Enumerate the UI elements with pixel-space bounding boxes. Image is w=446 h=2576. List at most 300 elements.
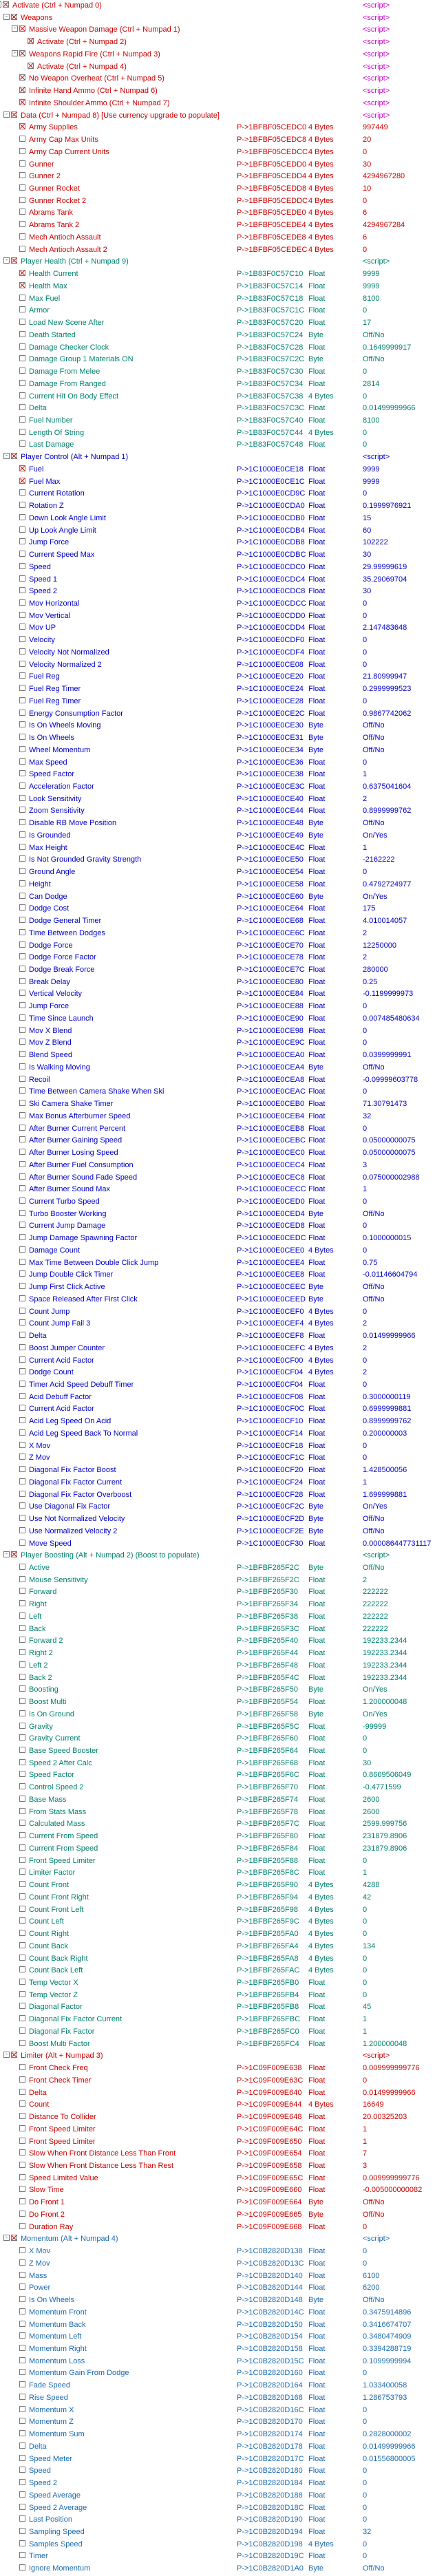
entry-value[interactable]: 0.3000000119 bbox=[363, 1392, 411, 1401]
checkbox-unchecked-icon[interactable] bbox=[19, 1417, 25, 1423]
entry-value[interactable]: Off/No bbox=[363, 2296, 385, 2305]
checkbox-unchecked-icon[interactable] bbox=[19, 1234, 25, 1240]
table-row[interactable] bbox=[0, 1575, 446, 1587]
table-row[interactable] bbox=[0, 1172, 446, 1184]
entry-value[interactable]: 0.6999999881 bbox=[363, 1405, 412, 1414]
table-row[interactable] bbox=[0, 1758, 446, 1770]
table-row[interactable] bbox=[0, 659, 446, 672]
table-row[interactable] bbox=[0, 891, 446, 904]
table-row[interactable] bbox=[0, 745, 446, 757]
table-row[interactable] bbox=[0, 1892, 446, 1904]
entry-value[interactable]: 9999 bbox=[363, 281, 380, 290]
checkbox-unchecked-icon[interactable] bbox=[19, 489, 25, 496]
entry-value[interactable]: 0 bbox=[363, 611, 368, 620]
checkbox-unchecked-icon[interactable] bbox=[19, 1027, 25, 1033]
table-row[interactable] bbox=[0, 2416, 446, 2429]
entry-value[interactable]: 222222 bbox=[363, 1612, 388, 1621]
entry-value[interactable]: 16649 bbox=[363, 2100, 384, 2109]
entry-value[interactable]: 0 bbox=[363, 696, 368, 705]
checkbox-unchecked-icon[interactable] bbox=[19, 1332, 25, 1338]
checkbox-unchecked-icon[interactable] bbox=[19, 1759, 25, 1765]
checkbox-unchecked-icon[interactable] bbox=[19, 306, 25, 312]
table-row[interactable] bbox=[0, 1416, 446, 1428]
table-row[interactable] bbox=[0, 794, 446, 806]
table-row[interactable] bbox=[0, 513, 446, 525]
checkbox-unchecked-icon[interactable] bbox=[19, 1747, 25, 1753]
table-row[interactable] bbox=[0, 977, 446, 989]
table-row[interactable] bbox=[0, 952, 446, 964]
checkbox-unchecked-icon[interactable] bbox=[19, 1661, 25, 1668]
checkbox-unchecked-icon[interactable] bbox=[19, 1454, 25, 1460]
entry-value[interactable]: 0 bbox=[363, 2405, 368, 2414]
table-row[interactable] bbox=[0, 525, 446, 537]
table-row[interactable] bbox=[0, 195, 446, 208]
group-row[interactable] bbox=[0, 12, 446, 25]
entry-value[interactable]: 0.200000003 bbox=[363, 1429, 407, 1438]
collapse-toggle-icon[interactable]: - bbox=[4, 110, 9, 118]
checkbox-checked-icon[interactable] bbox=[11, 14, 17, 20]
entry-value[interactable]: Off/No bbox=[363, 819, 385, 828]
checkbox-unchecked-icon[interactable] bbox=[19, 2015, 25, 2021]
entry-value[interactable]: 0 bbox=[363, 306, 368, 315]
entry-value[interactable]: 0 bbox=[363, 1734, 368, 1743]
table-row[interactable] bbox=[0, 1392, 446, 1404]
entry-value[interactable]: 0 bbox=[363, 1222, 368, 1231]
entry-value[interactable]: On/Yes bbox=[363, 831, 387, 840]
entry-value[interactable]: 2 bbox=[363, 1319, 368, 1328]
entry-value[interactable]: 222222 bbox=[363, 1588, 388, 1597]
checkbox-unchecked-icon[interactable] bbox=[19, 2332, 25, 2339]
entry-value[interactable]: <script> bbox=[363, 2052, 390, 2061]
table-row[interactable] bbox=[0, 2209, 446, 2222]
entry-value[interactable]: 30 bbox=[363, 587, 372, 596]
entry-value[interactable]: On/Yes bbox=[363, 892, 387, 901]
checkbox-unchecked-icon[interactable] bbox=[19, 2076, 25, 2083]
entry-value[interactable]: Off/No bbox=[363, 1063, 385, 1072]
checkbox-unchecked-icon[interactable] bbox=[19, 1966, 25, 1972]
entry-value[interactable]: 0 bbox=[363, 599, 368, 608]
table-row[interactable] bbox=[0, 1745, 446, 1758]
entry-value[interactable]: 1.286753793 bbox=[363, 2393, 407, 2402]
table-row[interactable] bbox=[0, 1965, 446, 1977]
checkbox-unchecked-icon[interactable] bbox=[19, 2467, 25, 2473]
checkbox-unchecked-icon[interactable] bbox=[19, 1698, 25, 1704]
checkbox-unchecked-icon[interactable] bbox=[19, 648, 25, 654]
checkbox-unchecked-icon[interactable] bbox=[19, 2564, 25, 2570]
checkbox-unchecked-icon[interactable] bbox=[19, 1881, 25, 1887]
entry-value[interactable]: 0.6375041604 bbox=[363, 783, 412, 791]
checkbox-unchecked-icon[interactable] bbox=[19, 819, 25, 825]
table-row[interactable] bbox=[0, 1160, 446, 1172]
entry-value[interactable]: 6 bbox=[363, 233, 368, 242]
table-row[interactable] bbox=[0, 2356, 446, 2368]
table-row[interactable] bbox=[0, 842, 446, 855]
checkbox-unchecked-icon[interactable] bbox=[19, 1356, 25, 1363]
table-row[interactable] bbox=[0, 427, 446, 440]
checkbox-unchecked-icon[interactable] bbox=[19, 1527, 25, 1533]
checkbox-unchecked-icon[interactable] bbox=[19, 2003, 25, 2009]
table-row[interactable] bbox=[0, 1123, 446, 1136]
table-row[interactable] bbox=[0, 1001, 446, 1013]
entry-value[interactable]: 0 bbox=[363, 1905, 368, 1914]
table-row[interactable] bbox=[0, 1733, 446, 1745]
table-row[interactable] bbox=[0, 1818, 446, 1831]
checkbox-unchecked-icon[interactable] bbox=[19, 380, 25, 386]
checkbox-unchecked-icon[interactable] bbox=[19, 2064, 25, 2070]
table-row[interactable] bbox=[0, 1452, 446, 1465]
table-row[interactable] bbox=[0, 598, 446, 610]
collapse-toggle-icon[interactable] bbox=[0, 1, 1, 8]
checkbox-unchecked-icon[interactable] bbox=[19, 1955, 25, 1961]
checkbox-unchecked-icon[interactable] bbox=[19, 2198, 25, 2204]
checkbox-unchecked-icon[interactable] bbox=[19, 136, 25, 142]
entry-value[interactable]: 1 bbox=[363, 2015, 368, 2024]
table-row[interactable] bbox=[0, 366, 446, 379]
entry-value[interactable]: <script> bbox=[363, 111, 390, 120]
checkbox-unchecked-icon[interactable] bbox=[19, 538, 25, 544]
entry-value[interactable]: 35.29069704 bbox=[363, 575, 407, 584]
table-row[interactable] bbox=[0, 122, 446, 134]
entry-value[interactable]: 0.01556800005 bbox=[363, 2454, 416, 2463]
table-row[interactable] bbox=[0, 2099, 446, 2111]
checkbox-unchecked-icon[interactable] bbox=[19, 1612, 25, 1619]
entry-value[interactable]: 0 bbox=[363, 392, 368, 401]
entry-value[interactable]: 1 bbox=[363, 2137, 368, 2146]
table-row[interactable] bbox=[0, 805, 446, 818]
entry-value[interactable]: 0 bbox=[363, 2259, 368, 2268]
group-row[interactable] bbox=[0, 24, 446, 36]
checkbox-unchecked-icon[interactable] bbox=[19, 2040, 25, 2046]
table-row[interactable] bbox=[0, 586, 446, 598]
table-row[interactable] bbox=[0, 1867, 446, 1880]
table-row[interactable] bbox=[0, 439, 446, 451]
entry-value[interactable]: 0 bbox=[363, 868, 368, 877]
entry-value[interactable]: 0 bbox=[363, 368, 368, 376]
entry-value[interactable]: 0 bbox=[363, 489, 368, 498]
table-row[interactable] bbox=[0, 1855, 446, 1868]
checkbox-unchecked-icon[interactable] bbox=[19, 2504, 25, 2510]
table-row[interactable] bbox=[0, 2246, 446, 2258]
entry-value[interactable]: 222222 bbox=[363, 1600, 388, 1609]
entry-value[interactable]: 2 bbox=[363, 794, 368, 803]
checkbox-unchecked-icon[interactable] bbox=[19, 2259, 25, 2266]
group-row[interactable] bbox=[0, 2233, 446, 2246]
table-row[interactable] bbox=[0, 1941, 446, 1953]
entry-value[interactable]: <script> bbox=[363, 2235, 390, 2244]
entry-value[interactable]: 0.009999999776 bbox=[363, 2064, 420, 2073]
entry-value[interactable]: 12250000 bbox=[363, 941, 396, 950]
checkbox-unchecked-icon[interactable] bbox=[19, 2138, 25, 2144]
checkbox-unchecked-icon[interactable] bbox=[19, 795, 25, 801]
table-row[interactable] bbox=[0, 537, 446, 549]
group-row[interactable] bbox=[0, 451, 446, 464]
checkbox-unchecked-icon[interactable] bbox=[19, 929, 25, 935]
checkbox-unchecked-icon[interactable] bbox=[19, 734, 25, 740]
checkbox-unchecked-icon[interactable] bbox=[19, 1393, 25, 1399]
group-row[interactable] bbox=[0, 110, 446, 123]
table-row[interactable] bbox=[0, 1782, 446, 1794]
checkbox-unchecked-icon[interactable] bbox=[19, 1442, 25, 1448]
checkbox-checked-icon[interactable] bbox=[19, 123, 25, 129]
checkbox-unchecked-icon[interactable] bbox=[19, 563, 25, 569]
entry-value[interactable]: 997449 bbox=[363, 123, 388, 132]
checkbox-unchecked-icon[interactable] bbox=[19, 2113, 25, 2119]
entry-value[interactable]: <script> bbox=[363, 1, 390, 10]
collapse-toggle-icon[interactable]: - bbox=[4, 1551, 9, 1558]
table-row[interactable] bbox=[0, 1086, 446, 1098]
table-row[interactable] bbox=[0, 500, 446, 513]
checkbox-unchecked-icon[interactable] bbox=[19, 612, 25, 618]
entry-value[interactable]: 9999 bbox=[363, 477, 380, 486]
table-row[interactable] bbox=[0, 1465, 446, 1477]
entry-value[interactable]: 0.3416674707 bbox=[363, 2320, 412, 2329]
checkbox-unchecked-icon[interactable] bbox=[19, 184, 25, 191]
checkbox-unchecked-icon[interactable] bbox=[19, 1710, 25, 1716]
checkbox-unchecked-icon[interactable] bbox=[19, 160, 25, 167]
entry-value[interactable]: -0.005000000082 bbox=[363, 2186, 423, 2195]
entry-value[interactable]: 0.01499999966 bbox=[363, 404, 416, 413]
entry-value[interactable]: 20.00325203 bbox=[363, 2113, 407, 2122]
entry-value[interactable]: 45 bbox=[363, 2003, 372, 2012]
entry-value[interactable]: 0 bbox=[363, 1356, 368, 1365]
checkbox-unchecked-icon[interactable] bbox=[19, 1161, 25, 1167]
table-row[interactable] bbox=[0, 2441, 446, 2453]
checkbox-checked-icon[interactable] bbox=[3, 1, 9, 8]
entry-value[interactable]: Off/No bbox=[363, 745, 385, 754]
table-row[interactable] bbox=[0, 2392, 446, 2405]
checkbox-unchecked-icon[interactable] bbox=[19, 1930, 25, 1936]
table-row[interactable] bbox=[0, 2343, 446, 2356]
table-row[interactable] bbox=[0, 757, 446, 769]
checkbox-unchecked-icon[interactable] bbox=[19, 1723, 25, 1729]
entry-value[interactable]: 222222 bbox=[363, 1624, 388, 1633]
table-row[interactable] bbox=[0, 1684, 446, 1696]
table-row[interactable] bbox=[0, 1928, 446, 1941]
checkbox-unchecked-icon[interactable] bbox=[19, 2455, 25, 2461]
checkbox-unchecked-icon[interactable] bbox=[19, 1076, 25, 1082]
entry-value[interactable]: 2 bbox=[363, 1343, 368, 1352]
checkbox-checked-icon[interactable] bbox=[19, 465, 25, 471]
table-row[interactable] bbox=[0, 2539, 446, 2551]
checkbox-unchecked-icon[interactable] bbox=[19, 855, 25, 862]
table-row[interactable] bbox=[0, 232, 446, 244]
entry-value[interactable]: 0 bbox=[363, 147, 368, 156]
entry-value[interactable]: 32 bbox=[363, 1111, 372, 1120]
table-row[interactable] bbox=[0, 2160, 446, 2173]
table-row[interactable] bbox=[0, 2380, 446, 2392]
entry-value[interactable]: 0 bbox=[363, 1917, 368, 1926]
checkbox-unchecked-icon[interactable] bbox=[19, 685, 25, 691]
entry-value[interactable]: Off/No bbox=[363, 721, 385, 730]
collapse-toggle-icon[interactable]: - bbox=[4, 452, 9, 460]
table-row[interactable] bbox=[0, 2367, 446, 2380]
entry-value[interactable]: On/Yes bbox=[363, 1710, 387, 1718]
table-row[interactable] bbox=[0, 1050, 446, 1062]
table-row[interactable] bbox=[0, 1660, 446, 1672]
entry-value[interactable]: 1 bbox=[363, 1185, 368, 1194]
checkbox-unchecked-icon[interactable] bbox=[19, 1210, 25, 1216]
entry-value[interactable]: 0 bbox=[363, 2540, 368, 2548]
checkbox-unchecked-icon[interactable] bbox=[19, 1991, 25, 1997]
entry-value[interactable]: Off/No bbox=[363, 1515, 385, 1524]
entry-value[interactable]: Off/No bbox=[363, 2564, 385, 2573]
checkbox-checked-icon[interactable] bbox=[11, 2235, 17, 2241]
table-row[interactable] bbox=[0, 1880, 446, 1892]
checkbox-unchecked-icon[interactable] bbox=[19, 1491, 25, 1497]
table-row[interactable] bbox=[0, 1428, 446, 1440]
checkbox-unchecked-icon[interactable] bbox=[19, 1502, 25, 1509]
table-row[interactable] bbox=[0, 2184, 446, 2197]
entry-value[interactable]: 0 bbox=[363, 1087, 368, 1096]
checkbox-unchecked-icon[interactable] bbox=[19, 2491, 25, 2498]
entry-value[interactable]: 0 bbox=[363, 440, 368, 449]
checkbox-unchecked-icon[interactable] bbox=[19, 2149, 25, 2155]
checkbox-unchecked-icon[interactable] bbox=[19, 807, 25, 813]
table-row[interactable] bbox=[0, 1294, 446, 1306]
checkbox-unchecked-icon[interactable] bbox=[19, 392, 25, 398]
table-row[interactable] bbox=[0, 769, 446, 781]
table-row[interactable] bbox=[0, 1245, 446, 1257]
checkbox-unchecked-icon[interactable] bbox=[19, 904, 25, 911]
entry-value[interactable]: 2599.999756 bbox=[363, 1820, 407, 1829]
checkbox-unchecked-icon[interactable] bbox=[19, 1319, 25, 1326]
entry-value[interactable]: 0 bbox=[363, 1856, 368, 1865]
entry-value[interactable]: 1.428500056 bbox=[363, 1466, 407, 1475]
checkbox-unchecked-icon[interactable] bbox=[19, 1283, 25, 1289]
checkbox-unchecked-icon[interactable] bbox=[19, 2174, 25, 2180]
entry-value[interactable]: 0 bbox=[363, 1990, 368, 1999]
entry-value[interactable]: <script> bbox=[363, 38, 390, 47]
checkbox-unchecked-icon[interactable] bbox=[19, 1649, 25, 1655]
table-row[interactable] bbox=[0, 830, 446, 842]
entry-value[interactable]: 0.1000000015 bbox=[363, 1234, 412, 1243]
entry-value[interactable]: Off/No bbox=[363, 355, 385, 364]
table-row[interactable] bbox=[0, 2075, 446, 2087]
checkbox-unchecked-icon[interactable] bbox=[19, 672, 25, 679]
entry-value[interactable]: 0 bbox=[363, 1026, 368, 1035]
entry-value[interactable]: 2814 bbox=[363, 379, 380, 388]
table-row[interactable] bbox=[0, 403, 446, 415]
checkbox-checked-icon[interactable] bbox=[19, 50, 25, 56]
entry-value[interactable]: Off/No bbox=[363, 330, 385, 339]
checkbox-unchecked-icon[interactable] bbox=[19, 1405, 25, 1411]
entry-value[interactable]: 0 bbox=[363, 1978, 368, 1987]
checkbox-checked-icon[interactable] bbox=[11, 111, 17, 118]
checkbox-unchecked-icon[interactable] bbox=[19, 368, 25, 374]
entry-value[interactable]: 20 bbox=[363, 136, 372, 145]
table-row[interactable] bbox=[0, 1562, 446, 1575]
table-row[interactable] bbox=[0, 549, 446, 562]
checkbox-unchecked-icon[interactable] bbox=[19, 1466, 25, 1472]
checkbox-unchecked-icon[interactable] bbox=[19, 172, 25, 178]
checkbox-unchecked-icon[interactable] bbox=[19, 2479, 25, 2485]
checkbox-unchecked-icon[interactable] bbox=[19, 1063, 25, 1069]
entry-value[interactable]: 2.147483648 bbox=[363, 624, 407, 632]
group-row[interactable] bbox=[0, 61, 446, 74]
table-row[interactable] bbox=[0, 1306, 446, 1319]
checkbox-unchecked-icon[interactable] bbox=[19, 502, 25, 508]
table-row[interactable] bbox=[0, 1379, 446, 1392]
entry-value[interactable]: 2 bbox=[363, 953, 368, 962]
table-row[interactable] bbox=[0, 488, 446, 500]
checkbox-unchecked-icon[interactable] bbox=[19, 893, 25, 899]
checkbox-unchecked-icon[interactable] bbox=[19, 1674, 25, 1680]
entry-value[interactable]: 0 bbox=[363, 2369, 368, 2378]
checkbox-unchecked-icon[interactable] bbox=[19, 1002, 25, 1008]
checkbox-checked-icon[interactable] bbox=[11, 453, 17, 459]
table-row[interactable] bbox=[0, 2173, 446, 2185]
checkbox-unchecked-icon[interactable] bbox=[19, 1149, 25, 1155]
table-row[interactable] bbox=[0, 818, 446, 830]
checkbox-unchecked-icon[interactable] bbox=[19, 1222, 25, 1228]
table-row[interactable] bbox=[0, 1843, 446, 1855]
entry-value[interactable]: 2 bbox=[363, 928, 368, 937]
table-row[interactable] bbox=[0, 1355, 446, 1367]
entry-value[interactable]: Off/No bbox=[363, 1564, 385, 1572]
checkbox-unchecked-icon[interactable] bbox=[19, 2540, 25, 2546]
entry-value[interactable]: 0.2999999523 bbox=[363, 685, 412, 694]
entry-value[interactable]: 0 bbox=[363, 2515, 368, 2524]
checkbox-unchecked-icon[interactable] bbox=[19, 1893, 25, 1899]
checkbox-unchecked-icon[interactable] bbox=[19, 1478, 25, 1484]
checkbox-unchecked-icon[interactable] bbox=[19, 1979, 25, 1985]
entry-value[interactable]: <script> bbox=[363, 87, 390, 96]
entry-value[interactable]: 8100 bbox=[363, 294, 380, 303]
entry-value[interactable]: 3 bbox=[363, 2161, 368, 2170]
checkbox-unchecked-icon[interactable] bbox=[19, 746, 25, 752]
entry-value[interactable]: 0 bbox=[363, 660, 368, 669]
checkbox-unchecked-icon[interactable] bbox=[19, 233, 25, 239]
checkbox-unchecked-icon[interactable] bbox=[19, 1820, 25, 1826]
table-row[interactable] bbox=[0, 1074, 446, 1087]
entry-value[interactable]: 3 bbox=[363, 1160, 368, 1169]
entry-value[interactable]: 8100 bbox=[363, 416, 380, 425]
checkbox-unchecked-icon[interactable] bbox=[19, 355, 25, 361]
checkbox-unchecked-icon[interactable] bbox=[19, 636, 25, 642]
entry-value[interactable]: -0.01146604794 bbox=[363, 1270, 418, 1279]
table-row[interactable] bbox=[0, 903, 446, 915]
table-row[interactable] bbox=[0, 1807, 446, 1819]
checkbox-unchecked-icon[interactable] bbox=[19, 331, 25, 337]
checkbox-unchecked-icon[interactable] bbox=[19, 416, 25, 423]
table-row[interactable] bbox=[0, 720, 446, 732]
checkbox-unchecked-icon[interactable] bbox=[19, 1783, 25, 1789]
table-row[interactable] bbox=[0, 2222, 446, 2234]
table-row[interactable] bbox=[0, 2307, 446, 2319]
entry-value[interactable]: 7 bbox=[363, 2149, 368, 2158]
entry-value[interactable]: Off/No bbox=[363, 2210, 385, 2219]
table-row[interactable] bbox=[0, 1953, 446, 1966]
checkbox-unchecked-icon[interactable] bbox=[19, 710, 25, 716]
checkbox-unchecked-icon[interactable] bbox=[19, 2394, 25, 2400]
table-row[interactable] bbox=[0, 159, 446, 171]
entry-value[interactable]: 0 bbox=[363, 2222, 368, 2231]
checkbox-unchecked-icon[interactable] bbox=[19, 941, 25, 948]
entry-value[interactable]: 1.033400058 bbox=[363, 2381, 407, 2390]
table-row[interactable] bbox=[0, 1489, 446, 1502]
table-row[interactable] bbox=[0, 1037, 446, 1050]
table-row[interactable] bbox=[0, 1526, 446, 1538]
table-row[interactable] bbox=[0, 988, 446, 1001]
entry-value[interactable]: 30 bbox=[363, 160, 372, 169]
entry-value[interactable]: 0 bbox=[363, 1002, 368, 1011]
table-row[interactable] bbox=[0, 2136, 446, 2149]
table-row[interactable] bbox=[0, 330, 446, 342]
table-row[interactable] bbox=[0, 1098, 446, 1111]
checkbox-unchecked-icon[interactable] bbox=[19, 1259, 25, 1265]
table-row[interactable] bbox=[0, 2563, 446, 2575]
table-row[interactable] bbox=[0, 1220, 446, 1233]
